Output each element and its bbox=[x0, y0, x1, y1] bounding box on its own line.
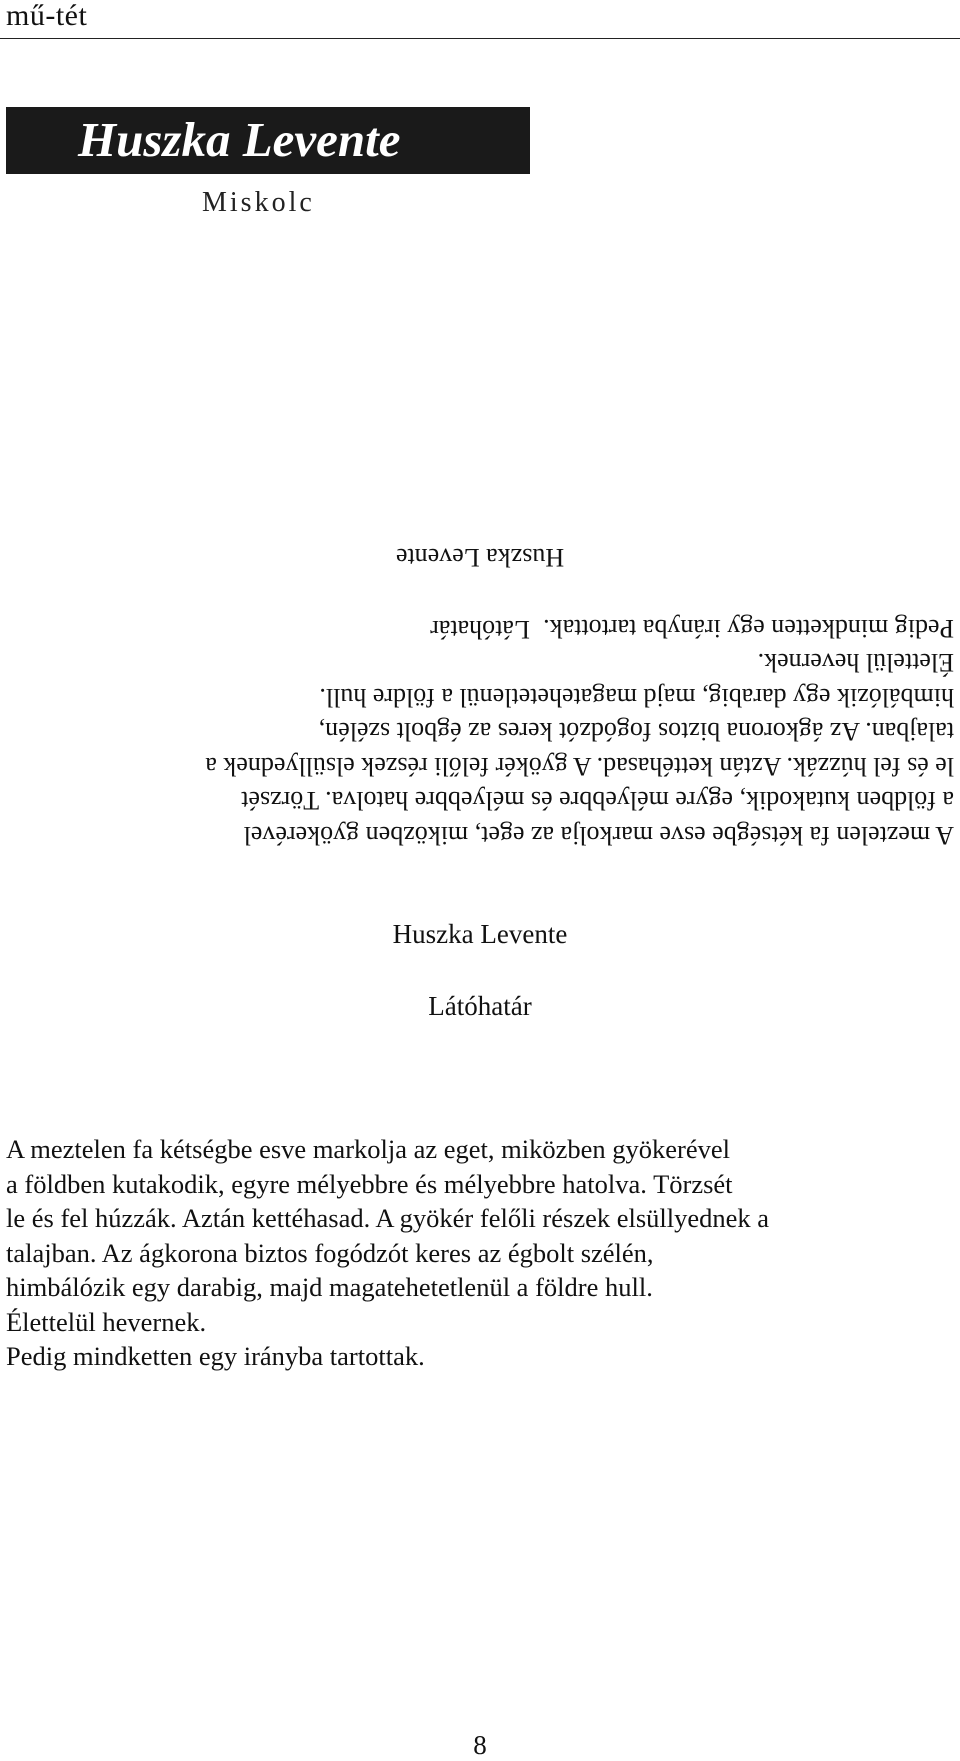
flipped-poem-line: a földben kutakodik, egyre mélyebbre és mélyebbre hatolva. Törzsét bbox=[241, 786, 954, 816]
author-city: Miskolc bbox=[202, 187, 315, 218]
author-name: Huszka Levente bbox=[78, 112, 401, 167]
page-number: 8 bbox=[473, 1730, 487, 1760]
flipped-poem-line: le és fel húzzák. Aztán kettéhasad. A gyökér felőli részek elsüllyednek a bbox=[205, 752, 954, 781]
poem-body bbox=[6, 1132, 956, 1374]
flipped-poem-title: Látóhatár bbox=[430, 615, 530, 644]
flipped-poem-line: Élettelül hevernek. bbox=[757, 648, 954, 678]
poem-line: a földben kutakodik, egyre mélyebbre és mélyebbre hatolva. Törzsét bbox=[6, 1168, 733, 1199]
poem-line: Pedig mindketten egy irányba tartottak. bbox=[6, 1341, 425, 1371]
poem-line: himbálózik egy darabig, majd magatehetetlenül a földre hull. bbox=[6, 1272, 653, 1302]
flipped-poem-line: himbálózik egy darabig, majd magatehetetlenül a földre hull. bbox=[319, 683, 954, 712]
flipped-poem-line: Pedig mindketten egy irányba tartottak. bbox=[543, 614, 954, 643]
poem-line: le és fel húzzák. Aztán kettéhasad. A gyökér felőli részek elsüllyednek a bbox=[6, 1203, 770, 1233]
journal-title: mű-tét bbox=[6, 0, 88, 32]
running-header bbox=[0, 0, 960, 39]
flipped-poem-body bbox=[4, 611, 954, 853]
flipped-poem-line: A meztelen fa kétségbe esve markolja az eget, miközben gyökerével bbox=[243, 821, 954, 850]
poem-line: talajban. Az ágkorona biztos fogódzót keres az égbolt szélén, bbox=[6, 1237, 654, 1268]
flipped-poem-author: Huszka Levente bbox=[395, 543, 565, 572]
flipped-poem-line: talajban. Az ágkorona biztos fogódzót keres az égbolt szélén, bbox=[318, 717, 954, 747]
poem-line: Élettelül hevernek. bbox=[6, 1306, 207, 1337]
author-banner bbox=[6, 107, 530, 174]
poem-title: Látóhatár bbox=[428, 991, 532, 1021]
poem-line: A meztelen fa kétségbe esve markolja az eget, miközben gyökerével bbox=[6, 1134, 731, 1164]
poem-author: Huszka Levente bbox=[392, 919, 568, 949]
upside-down-poem-block bbox=[0, 430, 960, 852]
